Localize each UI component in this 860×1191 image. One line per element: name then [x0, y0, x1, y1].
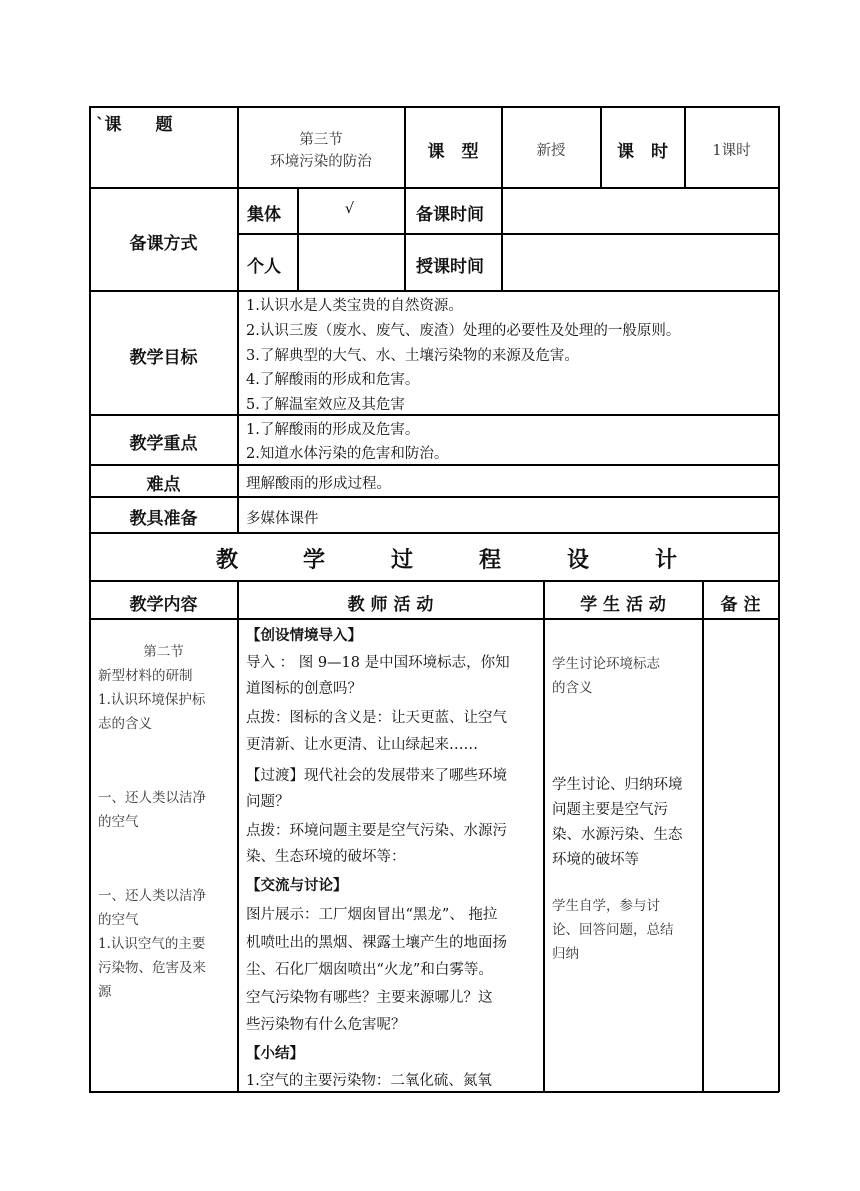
student-line: 归纳 [552, 946, 579, 962]
teacher-line: 空气污染物有哪些？主要来源哪儿？这 [246, 990, 493, 1006]
tools-value: 多媒体课件 [246, 511, 319, 527]
hours-label: 课 时 [617, 142, 668, 162]
teacher-line: 点拨：图标的含义是：让天更蓝、让空气 [246, 710, 507, 726]
teacher-line: 些污染物有什么危害呢？ [246, 1017, 406, 1033]
difficulty-label: 难点 [146, 475, 181, 495]
process-title-char: 教 [216, 548, 239, 573]
column-header-teacher: 教 师 活 动 [347, 595, 434, 615]
difficulty-value: 理解酸雨的形成过程。 [246, 476, 391, 492]
group-label: 集体 [247, 205, 281, 225]
group-check-mark: √ [344, 201, 355, 217]
content-line: 一、还人类以洁净 [98, 790, 206, 806]
goals-label: 教学目标 [129, 348, 198, 368]
content-line: 志的含义 [98, 716, 152, 732]
teacher-line: 更清新、让水更清、让山绿起来…… [246, 737, 478, 753]
student-line: 学生讨论环境标志 [552, 656, 660, 672]
process-title-char: 过 [391, 548, 414, 573]
column-header-content: 教学内容 [129, 595, 198, 615]
content-line: 的空气 [98, 814, 139, 830]
key-points-label: 教学重点 [129, 434, 198, 454]
content-line: 1.认识环境保护标 [98, 692, 206, 708]
student-line: 问题主要是空气污 [552, 802, 668, 818]
process-title-char: 设 [567, 548, 590, 573]
teacher-line: 染、生态环境的破坏等： [246, 849, 406, 865]
goal-item: 1.认识水是人类宝贵的自然资源。 [246, 298, 463, 314]
goal-item: 3.了解典型的大气、水、土壤污染物的来源及危害。 [246, 348, 579, 364]
teacher-line: 点拨：环境问题主要是空气污染、水源污 [246, 823, 507, 839]
teacher-line: 【创设情境导入】 [246, 628, 362, 644]
key-point-item: 1.了解酸雨的形成及危害。 [246, 422, 420, 438]
teacher-line: 图片展示：工厂烟囱冒出“黑龙”、 拖拉 [246, 907, 498, 923]
teacher-line: 尘、石化厂烟囱喷出“火龙”和白雾等。 [246, 962, 493, 978]
column-header-notes: 备 注 [720, 595, 761, 615]
student-line: 环境的破坏等 [552, 852, 639, 868]
type-label: 课 型 [427, 142, 479, 162]
goal-item: 2.认识三废（废水、废气、废渣）处理的必要性及处理的一般原则。 [246, 323, 681, 339]
section-number: 第三节 [299, 132, 343, 148]
content-line: 新型材料的研制 [98, 668, 193, 684]
hours-value: 1课时 [712, 143, 751, 159]
student-line: 的含义 [552, 680, 593, 696]
individual-label: 个人 [247, 257, 281, 277]
student-line: 学生讨论、归纳环境 [552, 777, 683, 793]
prep-time-label: 备课时间 [416, 205, 484, 225]
lesson-title: 环境污染的防治 [270, 154, 372, 170]
prep-method-label: 备课方式 [129, 234, 198, 254]
content-line: 第二节 [143, 644, 184, 660]
goal-item: 4.了解酸雨的形成和危害。 [246, 372, 420, 388]
process-title-char: 学 [303, 548, 326, 573]
content-line: 的空气 [98, 912, 139, 928]
tools-label: 教具准备 [129, 509, 198, 529]
column-header-student: 学 生 活 动 [580, 595, 666, 615]
goal-item: 5.了解温室效应及其危害 [246, 397, 405, 413]
content-line: 污染物、危害及来 [98, 960, 206, 976]
process-title-char: 程 [479, 548, 502, 573]
content-line: 源 [98, 984, 112, 1000]
content-line: 一、还人类以洁净 [98, 888, 206, 904]
teacher-line: 【小结】 [246, 1046, 304, 1062]
student-line: 染、水源污染、生态 [552, 827, 683, 843]
teacher-line: 机喷吐出的黑烟、裸露土壤产生的地面扬 [246, 935, 507, 951]
student-line: 学生自学，参与讨 [552, 898, 660, 914]
teacher-line: 道图标的创意吗？ [246, 681, 362, 697]
content-line: 1.认识空气的主要 [98, 936, 206, 952]
student-line: 论、回答问题，总结 [552, 922, 674, 938]
teacher-line: 问题？ [246, 794, 290, 810]
key-point-item: 2.知道水体污染的危害和防治。 [246, 446, 449, 462]
teacher-line: 【过渡】现代社会的发展带来了哪些环境 [246, 768, 507, 784]
teacher-line: 1.空气的主要污染物：二氧化硫、氮氧 [246, 1073, 492, 1089]
teacher-line: 导入 ： 图 9—18 是中国环境标志，你知 [246, 655, 510, 671]
teach-time-label: 授课时间 [416, 257, 484, 277]
subject-label: `课 题 [96, 115, 173, 135]
process-title-char: 计 [655, 548, 678, 573]
type-value: 新授 [536, 143, 566, 159]
teacher-line: 【交流与讨论】 [246, 878, 348, 894]
